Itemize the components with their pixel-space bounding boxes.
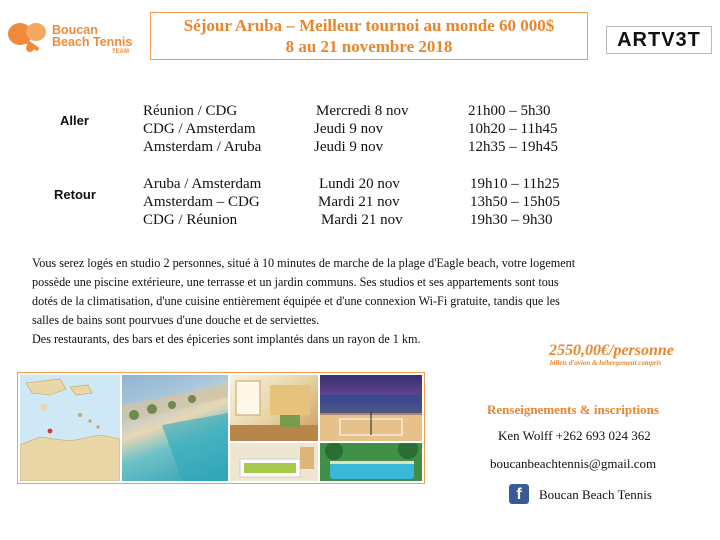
contact-email[interactable]: boucanbeachtennis@gmail.com (490, 456, 657, 471)
aller-label: Aller (60, 113, 89, 128)
flight-date: Jeudi 9 nov (314, 139, 384, 155)
flight-time: 21h00 – 5h30 (468, 103, 551, 119)
description-line: Des restaurants, des bars et des épiceries sont implantés dans un rayon de 1 km. (32, 332, 421, 346)
tennis-racket-icon (6, 20, 50, 56)
price-note: billets d'avion & hébergement compris (550, 359, 662, 367)
bedroom-image (230, 443, 318, 481)
flight-time: 13h50 – 15h05 (470, 194, 560, 210)
description-line: possède une piscine extérieure, une terrasse et un jardin communs. Ses studios et ses appartements sont tous (32, 275, 559, 289)
flight-date: Lundi 20 nov (319, 176, 400, 192)
flight-route: CDG / Réunion (143, 212, 238, 228)
description-line: dotés de la climatisation, d'une cuisine entièrement équipée et d'une connexion Wi-Fi gratuite, tandis que les (32, 294, 560, 308)
accommodation-description (32, 254, 692, 349)
facebook-page-link[interactable]: Boucan Beach Tennis (539, 487, 652, 502)
price-amount: 2550,00€/personne (549, 342, 674, 359)
tournament-stadium-image (320, 375, 422, 441)
beach-aerial-image (122, 375, 228, 481)
studio-interior-image (230, 375, 318, 441)
contact-phone: Ken Wolff +262 693 024 362 (498, 428, 651, 443)
facebook-icon[interactable]: f (509, 484, 529, 504)
logo-line-1: Boucan (52, 23, 98, 37)
flight-date: Jeudi 9 nov (314, 121, 384, 137)
pool-image (320, 443, 422, 481)
flight-date: Mercredi 8 nov (316, 103, 409, 119)
retour-label: Retour (54, 187, 96, 202)
flight-route: Réunion / CDG (143, 103, 238, 119)
description-line: Vous serez logés en studio 2 personnes, situé à 10 minutes de marche de la plage d'Eagle beach, votre logement (32, 256, 576, 270)
description-line: salles de bains sont pourvues d'une douche et de serviettes. (32, 313, 320, 327)
flight-date: Mardi 21 nov (318, 194, 400, 210)
logo-line-2: Beach Tennis (52, 35, 133, 49)
caribbean-map-image (20, 375, 120, 481)
flight-time: 12h35 – 19h45 (468, 139, 558, 155)
photo-strip (17, 372, 425, 484)
page-subtitle: 8 au 21 novembre 2018 (285, 37, 453, 56)
boucan-logo (6, 14, 136, 60)
logo-line-3: TEAM (112, 49, 129, 55)
flight-time: 19h10 – 11h25 (470, 176, 560, 192)
page-title: Séjour Aruba – Meilleur tournoi au monde 60 000$ (183, 16, 555, 35)
partner-logo: ARTV3T (606, 26, 712, 54)
contact-title: Renseignements & inscriptions (487, 402, 659, 417)
flight-route: CDG / Amsterdam (143, 121, 256, 137)
flight-time: 10h20 – 11h45 (468, 121, 558, 137)
flight-route: Amsterdam – CDG (143, 194, 260, 210)
title-box (150, 12, 588, 60)
flight-route: Aruba / Amsterdam (143, 176, 262, 192)
flight-route: Amsterdam / Aruba (143, 139, 262, 155)
flight-time: 19h30 – 9h30 (470, 212, 553, 228)
flight-date: Mardi 21 nov (321, 212, 403, 228)
